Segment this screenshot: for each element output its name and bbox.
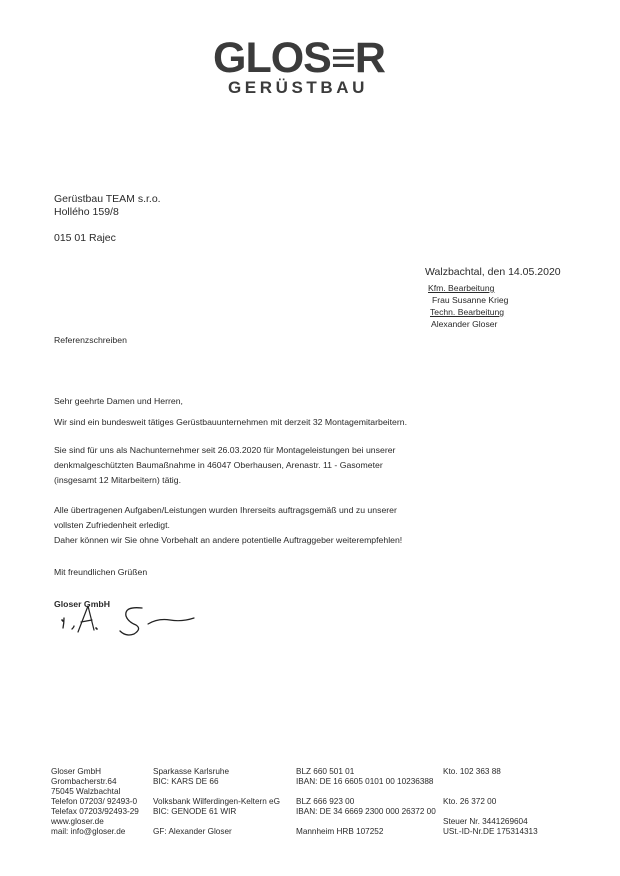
footer-fax: Telefax 07203/92493-29 — [51, 807, 139, 816]
footer-website: www.gloser.de — [51, 817, 104, 826]
footer-blz-1: BLZ 660 501 01 — [296, 767, 355, 776]
salutation: Sehr geehrte Damen und Herren, — [54, 396, 183, 406]
footer-company: Gloser GmbH — [51, 767, 102, 776]
footer-blz-2: BLZ 666 923 00 — [296, 797, 355, 806]
techn-name: Alexander Gloser — [431, 319, 498, 329]
paragraph-2-line-1: Sie sind für uns als Nachunternehmer seit 26.03.2020 für Montageleistungen bei unserer — [54, 445, 396, 455]
recipient-city: 015 01 Rajec — [54, 232, 116, 244]
paragraph-3-line-3: Daher können wir Sie ohne Vorbehalt an andere potentielle Auftraggeber weiterempfehlen! — [54, 535, 403, 545]
recipient-street: Hollého 159/8 — [54, 206, 119, 218]
footer-city: 75045 Walzbachtal — [51, 787, 121, 796]
paragraph-1: Wir sind ein bundesweit tätiges Gerüstbauunternehmen mit derzeit 32 Montagemitarbeitern. — [54, 417, 407, 427]
date-line: Walzbachtal, den 14.05.2020 — [425, 266, 561, 278]
signing-company: Gloser GmbH — [54, 599, 110, 609]
footer-register: Mannheim HRB 107252 — [296, 827, 384, 836]
subject-line: Referenzschreiben — [54, 335, 127, 345]
paragraph-2-line-2: denkmalgeschützten Baumaßnahme in 46047 Oberhausen, Arenastr. 11 - Gasometer — [54, 460, 383, 470]
footer-account-1: Kto. 102 363 88 — [443, 767, 501, 776]
closing: Mit freundlichen Grüßen — [54, 567, 148, 577]
footer-tax-number: Steuer Nr. 3441269604 — [443, 817, 528, 826]
logo-subtitle: GERÜSTBAU — [227, 78, 369, 97]
footer-bic-1: BIC: KARS DE 66 — [153, 777, 219, 786]
footer-bic-2: BIC: GENODE 61 WIR — [153, 807, 237, 816]
footer-email: mail: info@gloser.de — [51, 827, 126, 836]
handwritten-signature — [56, 600, 206, 640]
footer-bank-1: Sparkasse Karlsruhe — [153, 767, 229, 776]
footer-phone: Telefon 07203/ 92493-0 — [51, 797, 138, 806]
footer-account-2: Kto. 26 372 00 — [443, 797, 497, 806]
logo-wordmark: GLOS≡R — [213, 34, 385, 82]
paragraph-3-line-2: vollsten Zufriedenheit erledigt. — [54, 520, 170, 530]
footer-bank-2: Volksbank Wilferdingen-Keltern eG — [153, 797, 280, 806]
paragraph-2-line-3: (insgesamt 12 Mitarbeitern) tätig. — [54, 475, 181, 485]
footer-iban-1: IBAN: DE 16 6605 0101 00 10236388 — [296, 777, 434, 786]
kfm-name: Frau Susanne Krieg — [432, 295, 509, 305]
kfm-label: Kfm. Bearbeitung — [428, 283, 495, 293]
footer-iban-2: IBAN: DE 34 6669 2300 000 26372 00 — [296, 807, 436, 816]
footer-managing-director: GF: Alexander Gloser — [153, 827, 232, 836]
paragraph-3-line-1: Alle übertragenen Aufgaben/Leistungen wurden Ihrerseits auftragsgemäß und zu unserer — [54, 505, 397, 515]
footer-vat-id: USt.-ID-Nr.DE 175314313 — [443, 827, 538, 836]
techn-label: Techn. Bearbeitung — [430, 307, 505, 317]
footer-street: Grombacherstr.64 — [51, 777, 117, 786]
company-logo — [213, 36, 383, 106]
recipient-company: Gerüstbau TEAM s.r.o. — [54, 193, 161, 205]
